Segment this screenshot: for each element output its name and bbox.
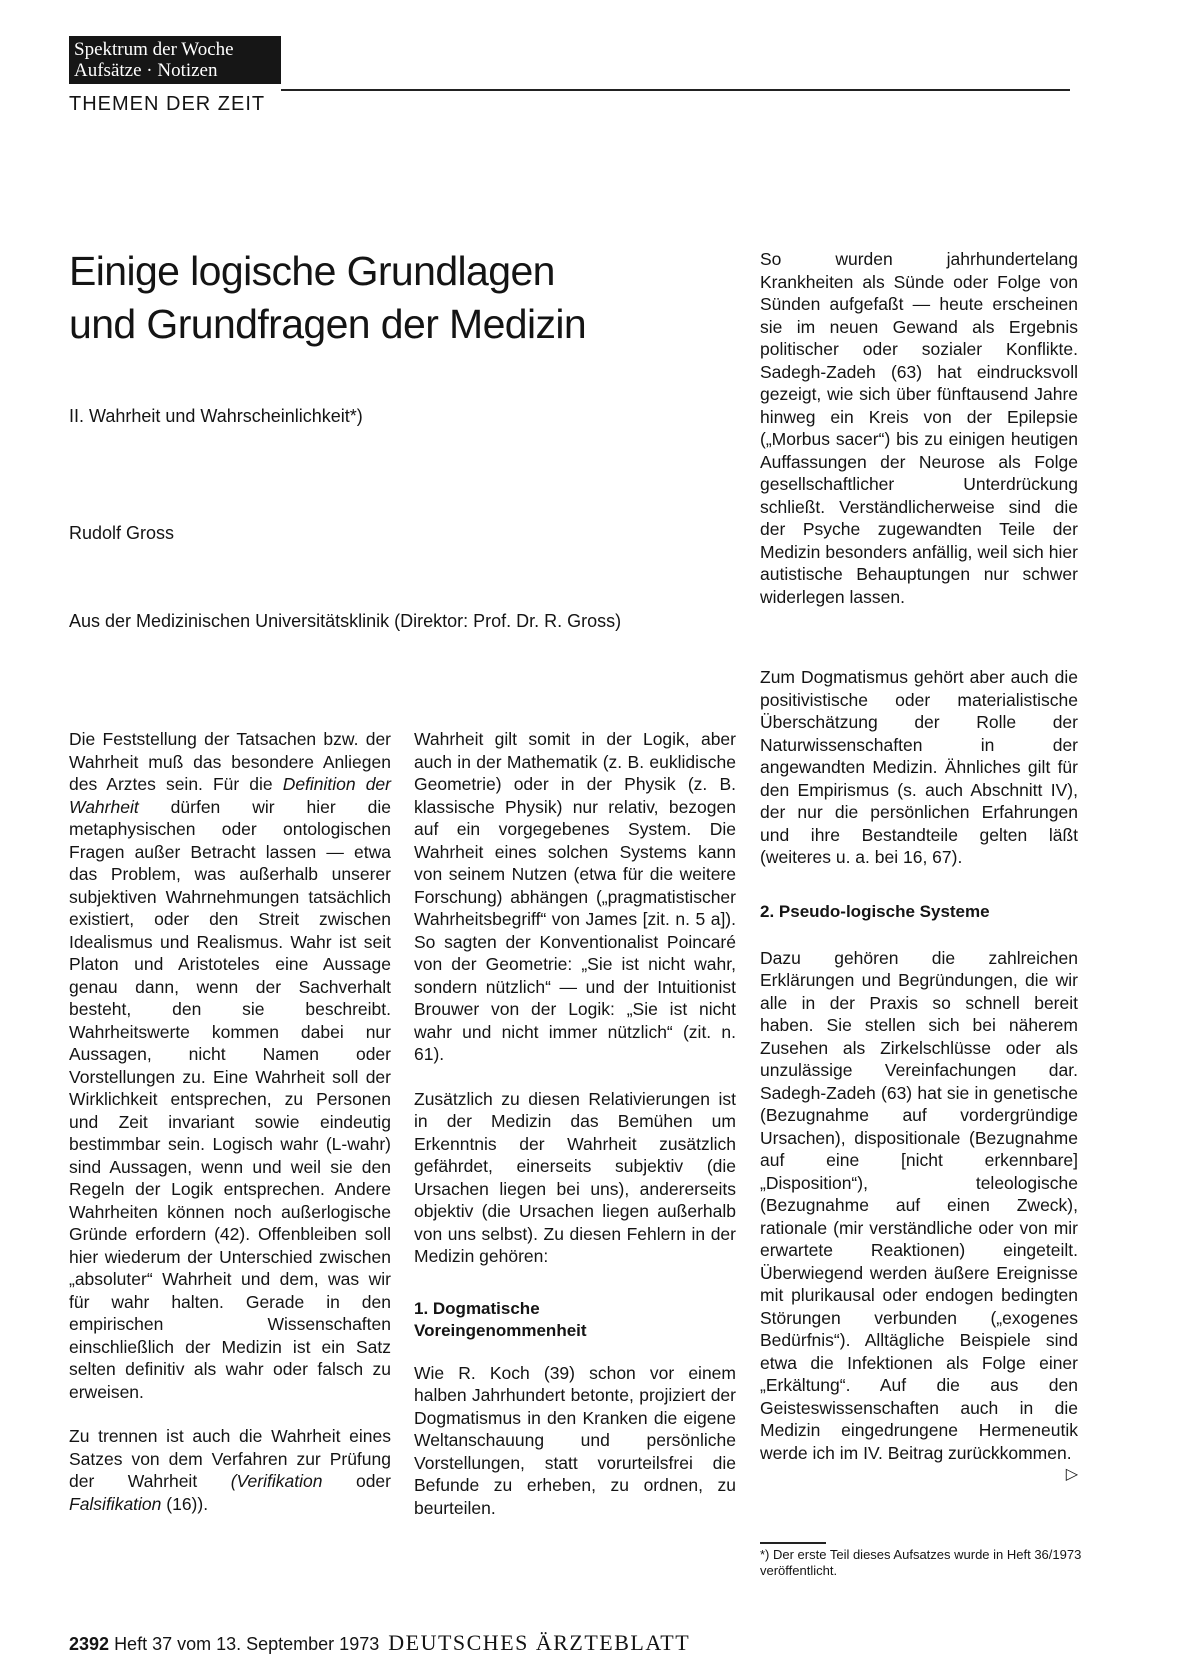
page-footer	[69, 1630, 690, 1656]
continue-arrow-icon: ▷	[1065, 1466, 1078, 1483]
paragraph: Wie R. Koch (39) schon vor einem halben Jahrhundert betonte, projiziert der Dogmatismus in den Kranken die eigene Weltanschauung und persönliche Vorstellungen, statt vorurteilsfrei die Befunde zu erheben, zu ordnen, zu beurteilen.	[414, 1362, 736, 1518]
page-number: 2392	[69, 1634, 110, 1654]
paragraph: Die Feststellung der Tatsachen bzw. der Wahrheit muß das besondere Anliegen des Arztes sein. Für die Definition der Wahrheit dürfen wir hier die metaphysischen oder ontologischen Fragen außer Betracht lassen — etwa das Problem, was außerhalb unserer subjektiven Wahrnehmungen tatsächlich existiert, oder den Streit zwischen Idealismus und Realismus. Wahr ist seit Platon und Aristoteles eine Aussage genau dann, wenn der Sachverhalt besteht, den sie beschreibt. Wahrheitswerte kommen dabei nur Aussagen, nicht Namen oder Vorstellungen zu. Eine Wahrheit soll der Wirklichkeit entsprechen, zu Personen und Zeit invariant sowie eindeutig bestimmbar sein. Logisch wahr (L-wahr) sind Aussagen, wenn und weil sie den Regeln der Logik entsprechen. Andere Wahrheiten können noch außerlogische Gründe erfordern (42). Offenbleiben soll hier wiederum der Unterschied zwischen „absoluter“ Wahrheit und dem, was wir für wahr halten. Gerade in den empirischen Wissenschaften einschließlich der Medizin ist ein Satz selten definitiv als wahr oder falsch zu erweisen.	[69, 729, 391, 1402]
article-affiliation: Aus der Medizinischen Universitätsklinik (Direktor: Prof. Dr. R. Gross)	[69, 611, 622, 631]
footnote: *) Der erste Teil dieses Aufsatzes wurde in Heft 36/1973 veröffentlicht.	[760, 1547, 1082, 1578]
title-line-2: und Grundfragen der Medizin	[69, 301, 587, 347]
badge-line-1: Spektrum der Woche	[74, 39, 234, 60]
paragraph: So wurden jahrhundertelang Krankheiten als Sünde oder Folge von Sünden aufgefaßt — heute erscheinen sie im neuen Gewand als Ergebnis politischer oder sozialer Konflikte. Sadegh-Zadeh (63) hat eindrucksvoll gezeigt, wie sich über fünftausend Jahre hinweg ein Kreis von der Epilepsie („Morbus sacer“) bis zu einigen heutigen Auffassungen der Neurose als Folge gesellschaftlicher Unterdrückung schließt. Verständlicherweise sind die der Psyche zugewandten Teile der Medizin besonders anfällig, weil sich hier autistische Behauptungen nur schwer widerlegen lassen.	[760, 249, 1078, 607]
paragraph: Dazu gehören die zahlreichen Erklärungen und Begründungen, die wir alle in der Praxis so schnell bereit haben. Sie stellen sich bei näherem Zusehen als Zirkelschlüsse oder als unzulässige Vereinfachungen dar. Sadegh-Zadeh (63) hat sie in genetische (Bezugnahme auf vordergründige Ursachen), dispositionale (Bezugnahme auf eine [nicht erkennbare] „Disposition“), teleologische (Bezugnahme auf einen Zweck), rationale (mir verständliche oder von mir erwartete Reaktionen) eingeteilt. Überwiegend werden äußere Ereignisse mit plurikausal oder endogen bedingten Störungen verbunden („exogenes Bedürfnis“). Alltägliche Beispiele sind etwa die Infektionen als Folge einer „Erkältung“. Auf die aus den Geisteswissenschaften auch in die Medizin eingedrungene Hermeneutik werde ich im IV. Beitrag zurückkommen. ▷	[760, 947, 1078, 1465]
article-title	[69, 245, 586, 351]
title-line-1: Einige logische Grundlagen	[69, 248, 555, 294]
text-column-2	[414, 728, 736, 1541]
article-author: Rudolf Gross	[69, 523, 175, 543]
journal-name: DEUTSCHES ÄRZTEBLATT	[388, 1630, 691, 1655]
text-column-3	[760, 666, 1078, 1487]
footnote-rule	[760, 1542, 826, 1544]
section-badge	[69, 36, 281, 84]
section-heading-dogmatism: 1. Dogmatische Voreingenommenheit	[414, 1298, 587, 1340]
paragraph: Zum Dogmatismus gehört aber auch die positivistische oder materialistische Überschätzung der Rolle der Naturwissenschaften in der angewandten Medizin. Ähnliches gilt für den Empirismus (s. auch Abschnitt IV), der nur die persönlichen Erfahrungen und ihre Bestandteile gelten läßt (weiteres u. a. bei 16, 67).	[760, 667, 1078, 867]
issue-info: Heft 37 vom 13. September 1973	[114, 1634, 380, 1654]
emphasis: (Verifikation	[230, 1471, 323, 1491]
emphasis: Falsifikation	[69, 1493, 162, 1514]
paragraph: Wahrheit gilt somit in der Logik, aber auch in der Mathematik (z. B. euklidische Geometrie) oder in der Physik (z. B. klassische Physik) nur relativ, bezogen auf ein vorgegebenes System. Die Wahrheit eines solchen Systems kann von seinem Nutzen (etwa für die weitere Forschung) abhängen („pragmatistischer Wahrheitsbegriff“ von James [zit. n. 5 a]). So sagten der Konventionalist Poincaré von der Geometrie: „Sie ist nicht wahr, sondern nützlich“ — und der Intuitionist Brouwer von der Logik: „Sie ist nicht wahr und nicht immer nützlich“ (zit. n. 61).	[414, 729, 736, 1064]
article-subtitle: II. Wahrheit und Wahrscheinlichkeit*)	[69, 406, 363, 426]
header-rule	[281, 89, 1070, 91]
section-heading: THEMEN DER ZEIT	[69, 93, 266, 115]
paragraph: Zu trennen ist auch die Wahrheit eines Satzes von dem Verfahren zur Prüfung der Wahrheit (Verifikation oder Falsifikation (16)).	[69, 1426, 391, 1514]
emphasis: Definition der Wahrheit	[69, 774, 391, 817]
section-heading-pseudo-logic: 2. Pseudo-logische Systeme	[760, 901, 990, 921]
badge-line-2: Aufsätze · Notizen	[74, 60, 218, 81]
text-column-1	[69, 728, 391, 1537]
paragraph: Zusätzlich zu diesen Relativierungen ist in der Medizin das Bemühen um Erkenntnis der Wahrheit zusätzlich gefährdet, einerseits subjektiv (die Ursachen liegen bei uns), andererseits objektiv (die Ursachen liegen außerhalb von uns selbst). Zu diesen Fehlern in der Medizin gehören:	[414, 1088, 736, 1266]
text-column-3-top	[760, 248, 1078, 630]
